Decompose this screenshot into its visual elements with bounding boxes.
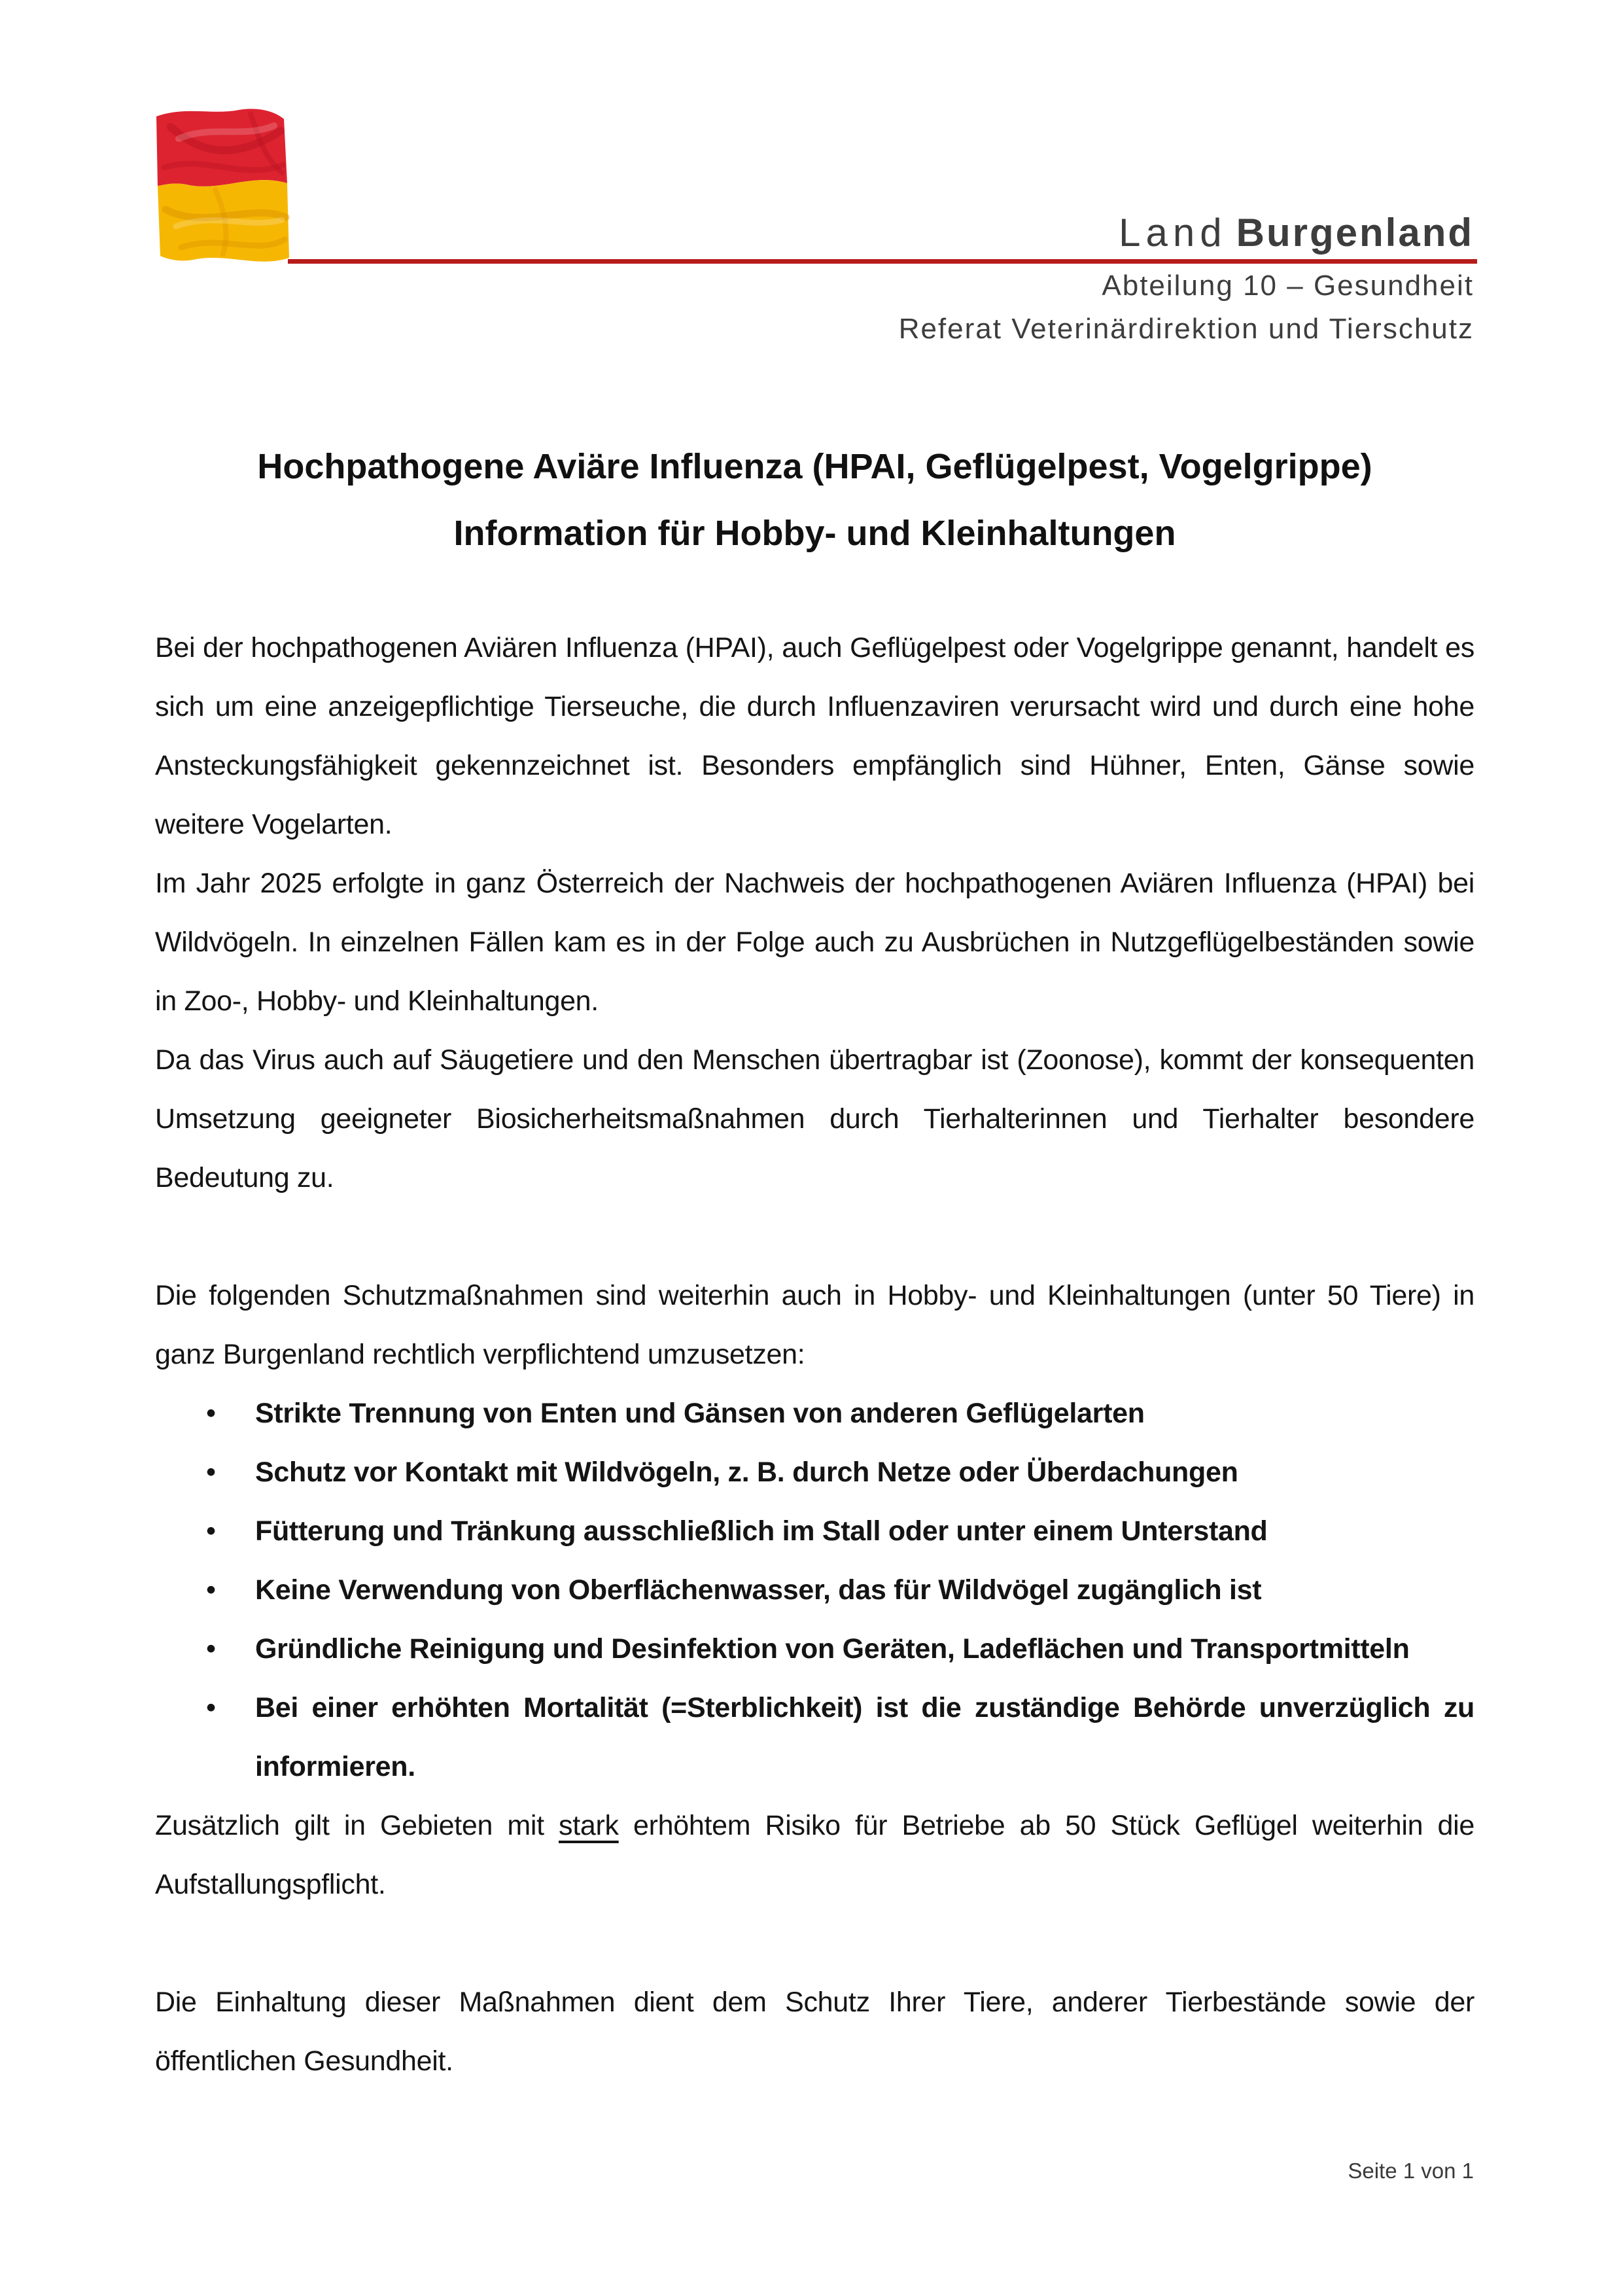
document-title-line2: Information für Hobby- und Kleinhaltungen xyxy=(453,514,1176,553)
document-title-line1: Hochpathogene Aviäre Influenza (HPAI, Geflügelpest, Vogelgrippe) xyxy=(257,447,1372,486)
measure-text: Schutz vor Kontakt mit Wildvögeln, z. B. durch Netze oder Überdachungen xyxy=(255,1457,1238,1488)
bullet-icon: • xyxy=(206,1457,216,1488)
measure-text: Bei einer erhöhten Mortalität (=Sterblichkeit) ist die zuständige Behörde unverzüglich zu informieren. xyxy=(255,1692,1475,1782)
paragraph-additional-rule xyxy=(155,1796,1475,1914)
page-number-label: Seite 1 von 1 xyxy=(1348,2159,1474,2183)
paragraph-closing: Die Einhaltung dieser Maßnahmen dient dem Schutz Ihrer Tiere, anderer Tierbestände sowie der öffentlichen Gesundheit. xyxy=(155,1987,1475,2077)
header-divider-line xyxy=(288,259,1477,264)
measure-item-cleaning xyxy=(155,1619,1475,1678)
department-line: Abteilung 10 – Gesundheit xyxy=(1102,270,1474,302)
document-title xyxy=(155,433,1475,567)
paragraph-outbreaks-2025: Im Jahr 2025 erfolgte in ganz Österreich der Nachweis der hochpathogenen Aviären Influenza (HPAI) bei Wildvögeln. In einzelnen Fällen kam es in der Folge auch zu Ausbrüchen in Nutzgeflügelbeständen sowie in Zoo-, Hobby- und Kleinhaltungen. xyxy=(155,868,1475,1017)
bullet-icon: • xyxy=(206,1692,216,1723)
additional-rule-before: Zusätzlich gilt in Gebieten mit xyxy=(155,1810,559,1841)
bullet-icon: • xyxy=(206,1398,216,1429)
measure-text: Fütterung und Tränkung ausschließlich im Stall oder unter einem Unterstand xyxy=(255,1515,1268,1547)
paragraph-intro: Bei der hochpathogenen Aviären Influenza (HPAI), auch Geflügelpest oder Vogelgrippe genannt, handelt es sich um eine anzeigepflichtige Tierseuche, die durch Influenzaviren verursacht wird und durch eine hohe Ansteckungsfähigkeit gekennzeichnet ist. Besonders empfänglich sind Hühner, Enten, Gänse sowie weitere Vogelarten. xyxy=(155,632,1475,840)
measure-text: Gründliche Reinigung und Desinfektion von Geräten, Ladeflächen und Transportmitteln xyxy=(255,1633,1410,1665)
document-body xyxy=(155,618,1475,2091)
additional-rule-after: erhöhtem Risiko für Betriebe ab 50 Stück Geflügel weiterhin die Aufstallungspflicht. xyxy=(155,1810,1475,1900)
burgenland-flag-icon xyxy=(152,105,302,264)
measure-item-separation xyxy=(155,1384,1475,1443)
bullet-icon: • xyxy=(206,1515,216,1547)
bullet-icon: • xyxy=(206,1633,216,1665)
measure-text: Strikte Trennung von Enten und Gänsen von anderen Geflügelarten xyxy=(255,1398,1145,1429)
bullet-icon: • xyxy=(206,1574,216,1606)
org-name-bold: Burgenland xyxy=(1236,211,1474,255)
measure-text: Keine Verwendung von Oberflächenwasser, das für Wildvögel zugänglich ist xyxy=(255,1574,1262,1606)
measure-item-mortality xyxy=(155,1678,1475,1796)
measure-item-wild-bird-contact xyxy=(155,1443,1475,1502)
paragraph-zoonose: Da das Virus auch auf Säugetiere und den Menschen übertragbar ist (Zoonose), kommt der konsequenten Umsetzung geeigneter Biosicherheitsmaßnahmen durch Tierhalterinnen und Tierhalter besondere Bedeutung zu. xyxy=(155,1044,1475,1193)
underlined-word: stark xyxy=(559,1810,619,1841)
measures-list xyxy=(155,1384,1475,1796)
measure-item-feeding xyxy=(155,1502,1475,1561)
unit-line: Referat Veterinärdirektion und Tierschutz xyxy=(898,313,1474,345)
org-name xyxy=(1119,213,1474,253)
measure-item-surface-water xyxy=(155,1561,1475,1619)
paragraph-measures-intro: Die folgenden Schutzmaßnahmen sind weiterhin auch in Hobby- und Kleinhaltungen (unter 50 Tiere) in ganz Burgenland rechtlich verpflichtend umzusetzen: xyxy=(155,1280,1475,1370)
org-name-light: Land xyxy=(1119,211,1227,255)
